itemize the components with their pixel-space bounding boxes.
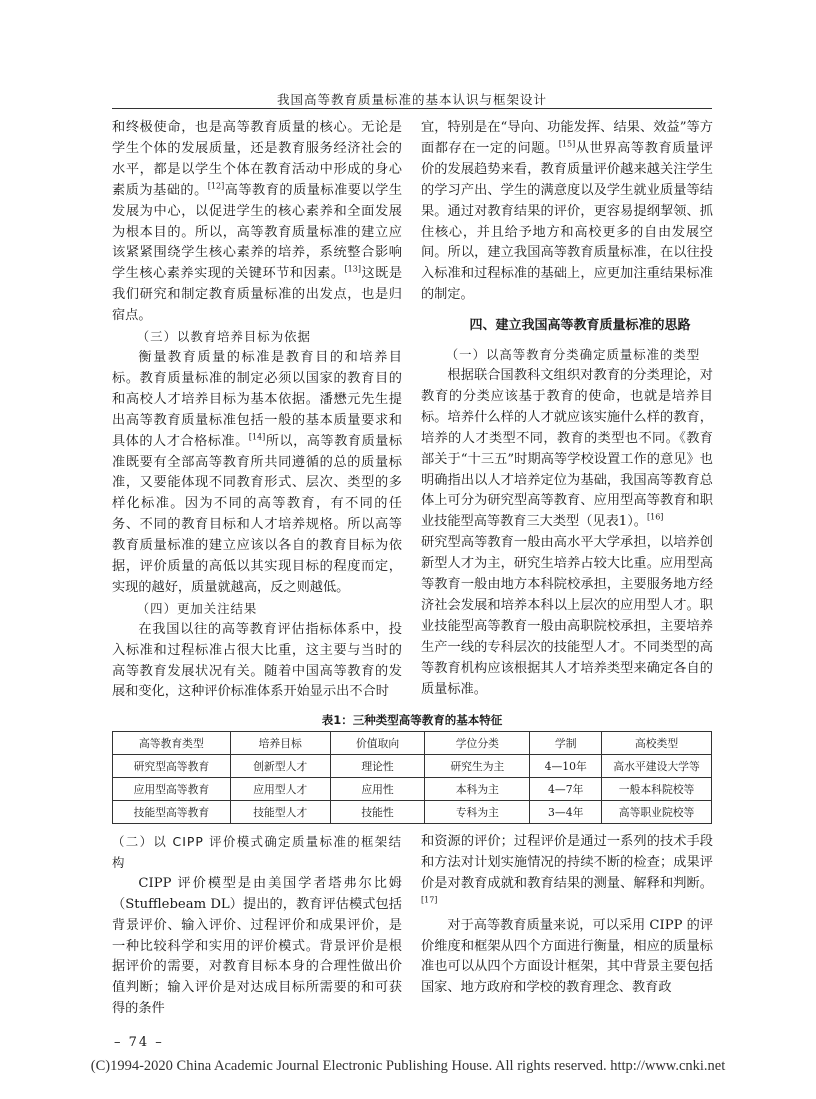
right-column-bottom	[421, 832, 713, 999]
left-column-bottom	[112, 832, 402, 1020]
table-cell: 高等职业院校等	[602, 801, 712, 824]
table-header-cell: 学位分类	[425, 732, 530, 755]
table-cell: 本科为主	[425, 778, 530, 801]
table-cell: 高水平建设大学等	[602, 755, 712, 778]
table-cell: 创新型人才	[230, 755, 330, 778]
table-cell: 4—7年	[530, 778, 602, 801]
table-cell: 技能型高等教育	[113, 801, 231, 824]
subsection-heading: （四）更加关注结果	[136, 600, 258, 616]
paragraph: 衡量教育质量的标准是教育目的和培养目标。教育质量标准的制定必须以国家的教育目的和高校人才培养目标为基本依据。潘懋元先生提出高等教育质量标准包括一般的基本质量要求和具体的人才合格标准。[14]所以，高等教育质量标准既要有全部高等教育所共同遵循的总的质量标准，又要能体现不同教育形式、层次、类型的多样化标准。因为不同的高等教育，有不同的任务、不同的教育目标和人才培养规格。所以高等教育质量标准的建立应该以各自的教育目标为依据，评价质量的高低以其实现目标的程度而定，实现的越好，质量就越高，反之则越低。	[112, 349, 403, 595]
paragraph: 研究型高等教育一般由高水平大学承担，以培养创新型人才为主，研究生培养占较大比重。应用型高等教育一般由地方本科院校承担，主要服务地方经济社会发展和培养本科以上层次的应用型人才。职业技能型高等教育一般由高职院校承担，主要培养生产一线的专科层次的技能型人才。不同类型的高等教育机构应该根据其人才培养类型来确定各自的质量标准。	[421, 535, 713, 697]
header-rule	[112, 108, 712, 109]
copyright-footer: (C)1994-2020 China Academic Journal Electronic Publishing House. All rights reserved. http://www.cnki.net	[90, 1058, 726, 1074]
left-column-top	[112, 118, 402, 703]
table-cell: 应用性	[330, 778, 425, 801]
table-header-cell: 高校类型	[602, 732, 712, 755]
citation: [17]	[421, 895, 438, 905]
table-cell: 研究型高等教育	[113, 755, 231, 778]
paragraph: 对于高等教育质量来说，可以采用 CIPP 的评价维度和框架从四个方面进行衡量，相应的质量标准也可以从四个方面设计框架，其中背景主要包括国家、地方政府和学校的教育理念、教育政	[421, 917, 714, 996]
table-cell: 3—4年	[530, 801, 602, 824]
table-header-cell: 价值取向	[330, 732, 425, 755]
running-header: 我国高等教育质量标准的基本认识与框架设计	[276, 92, 547, 107]
subsection-heading: （一）以高等教育分类确定质量标准的类型	[445, 347, 701, 363]
citation: [14]	[248, 432, 266, 442]
table-row	[113, 778, 712, 801]
table-cell: 应用型高等教育	[113, 778, 231, 801]
table-header-cell: 高等教育类型	[113, 732, 231, 755]
citation: [12]	[207, 181, 225, 191]
paragraph: 宜，特别是在“导向、功能发挥、结果、效益”等方面都存在一定的问题。[15]从世界高等教育质量评价的发展趋势来看，教育质量评价越来越关注学生的学习产出、学生的满意度以及学生就业质量等结果。通过对教育结果的评价，更容易提纲挈领、抓住核心，并且给予地方和高校更多的自由发展空间。所以，建立我国高等教育质量标准，在以往投入标准和过程标准的基础上，应更加注重结果标准的制定。	[421, 120, 714, 303]
table-cell: 专科为主	[425, 801, 530, 824]
table-cell: 技能型人才	[230, 801, 330, 824]
page-number: – 74 –	[114, 1035, 164, 1050]
paragraph: 和终极使命，也是高等教育质量的核心。无论是学生个体的发展质量，还是教育服务经济社会的水平，都是以学生个体在教育活动中形成的身心素质为基础的。[12]高等教育的质量标准要以学生发展为中心，以促进学生的核心素养和全面发展为根本目的。所以，高等教育质量标准的建立应该紧紧围绕学生核心素养的培养，系统整合影响学生核心素养实现的关键环节和因素。[13]这既是我们研究和制定教育质量标准的出发点，也是归宿点。	[112, 120, 403, 324]
table-header-cell: 培养目标	[230, 732, 330, 755]
table-cell: 理论性	[330, 755, 425, 778]
table-cell: 4—10年	[530, 755, 602, 778]
table-cell: 一般本科院校等	[602, 778, 712, 801]
characteristics-table	[112, 731, 712, 824]
citation: [16]	[646, 512, 664, 522]
table-cell: 技能性	[330, 801, 425, 824]
subsection-heading: （三）以教育培养目标为依据	[136, 329, 311, 345]
table-header-cell: 学制	[530, 732, 602, 755]
table-row	[113, 755, 712, 778]
paragraph: CIPP 评价模型是由美国学者塔弗尔比姆（Stufflebeam DL）提出的，教育评估模式包括背景评价、输入评价、过程评价和成果评价，是一种比较科学和实用的评价模式。背景评价是根据评价的需要，对教育目标本身的合理性做出价值判断；输入评价是对达成目标所需要的和可获得的条件	[112, 875, 402, 1017]
section-heading: 四、建立我国高等教育质量标准的思路	[469, 318, 691, 334]
table-cell: 研究生为主	[425, 755, 530, 778]
citation: [13]	[344, 264, 361, 274]
table-header-row	[113, 732, 712, 755]
table-caption: 表1：三种类型高等教育的基本特征	[321, 713, 503, 727]
paragraph: 和资源的评价；过程评价是通过一系列的技术手段和方法对计划实施情况的持续不断的检查；成果评价是对教育成就和教育结果的测量、解释和判断。[17]	[421, 834, 713, 905]
paragraph: 根据联合国教科文组织对教育的分类理论，对教育的分类应该基于教育的使命，也就是培养目标。培养什么样的人才就应该实施什么样的教育，培养的人才类型不同，教育的类型也不同。《教育部关于“十三五”时期高等学校设置工作的意见》也明确指出以人才培养定位为基础，我国高等教育总体上可分为研究型高等教育、应用型高等教育和职业技能型高等教育三大类型（见表1）。[16]	[421, 367, 713, 530]
table-row	[113, 801, 712, 824]
subsection-heading: （二）以 CIPP 评价模式确定质量标准的框架结构	[112, 834, 402, 870]
paragraph: 在我国以往的高等教育评估指标体系中，投入标准和过程标准占很大比重，这主要与当时的高等教育发展状况有关。随着中国高等教育的发展和变化，这种评价标准体系开始显示出不合时	[112, 621, 402, 700]
table-cell: 应用型人才	[230, 778, 330, 801]
citation: [15]	[558, 139, 576, 149]
right-column-top	[421, 118, 713, 700]
